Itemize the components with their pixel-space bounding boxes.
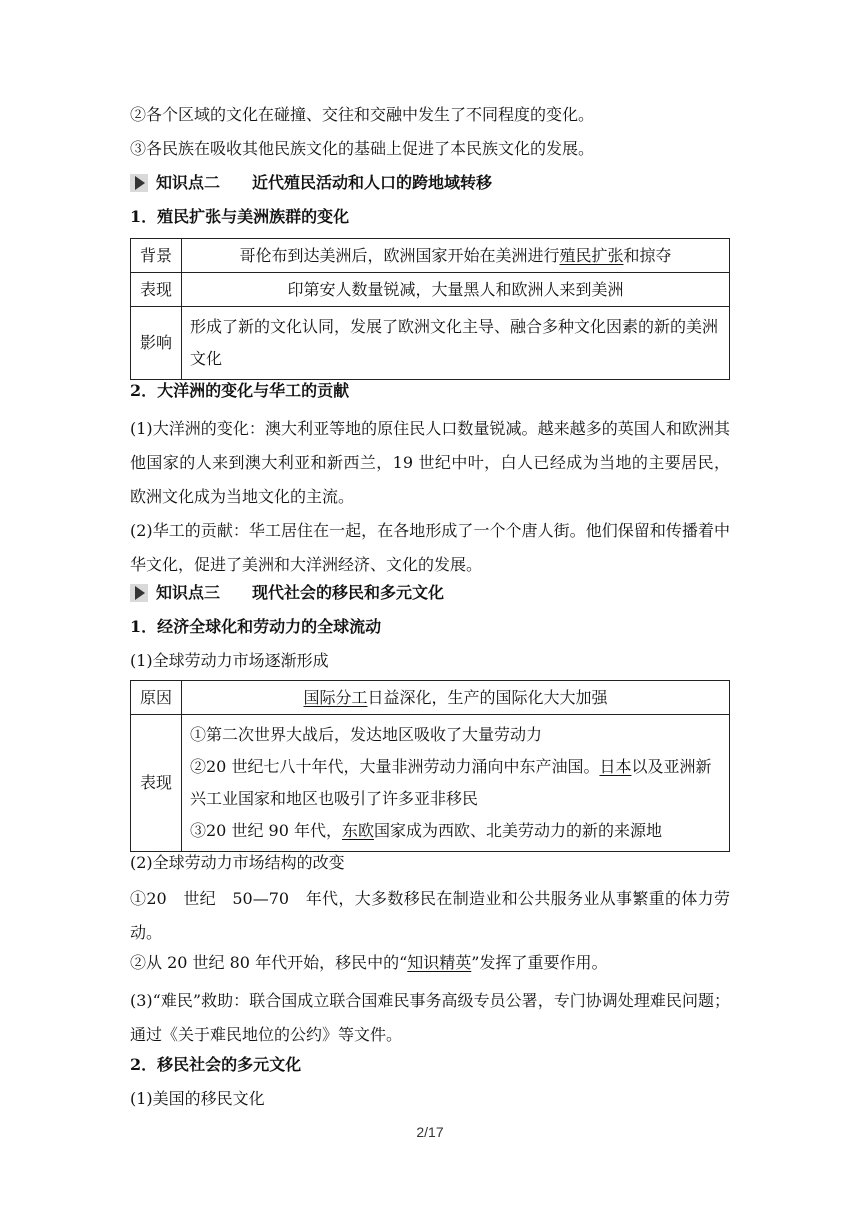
section-label: 知识点三 (156, 583, 221, 602)
section-heading (130, 172, 730, 194)
section-title: 现代社会的移民和多元文化 (252, 583, 445, 602)
table-cell-line: ①第二次世界大战后，发达地区吸收了大量劳动力 (190, 725, 543, 744)
play-triangle-icon (130, 174, 148, 192)
table-cell: 印第安人数量锐减，大量黑人和欧洲人来到美洲 (182, 273, 730, 307)
paragraph-line: (1)全球劳动力市场逐渐形成 (130, 651, 329, 670)
subheading: 1．殖民扩张与美洲族群的变化 (130, 207, 350, 226)
paragraph: (2)华工的贡献：华工居住在一起，在各地形成了一个个唐人街。他们保留和传播着中华文化，促进了美洲和大洋洲经济、文化的发展。 (130, 521, 730, 574)
table-cell: 形成了新的文化认同，发展了欧洲文化主导、融合多种文化因素的新的美洲文化 (182, 307, 730, 380)
underlined-term: 知识精英 (407, 953, 472, 972)
paragraph-line: (2)全球劳动力市场结构的改变 (130, 853, 345, 872)
underlined-term: 东欧 (341, 821, 374, 840)
table-key: 背景 (131, 239, 182, 273)
underlined-term: 国际分工 (303, 687, 368, 707)
paragraph-line: ②从 20 世纪 80 年代开始，移民中的“知识精英”发挥了重要作用。 (130, 953, 608, 972)
paragraph: (3)“难民”救助：联合国成立联合国难民事务高级专员公署，专门协调处理难民问题；通过《关于难民地位的公约》等文件。 (130, 991, 730, 1044)
subheading: 2．移民社会的多元文化 (130, 1055, 302, 1074)
table-cell: 国际分工日益深化，生产的国际化大大加强 (182, 681, 730, 715)
table-cell: 哥伦布到达美洲后，欧洲国家开始在美洲进行殖民扩张和掠夺 (182, 239, 730, 273)
paragraph-line: ③各民族在吸收其他民族文化的基础上促进了本民族文化的发展。 (130, 139, 595, 158)
table-cell-line: ③20 世纪 90 年代，东欧国家成为西欧、北美劳动力的新的来源地 (190, 821, 663, 840)
table-key: 表现 (131, 273, 182, 307)
play-triangle-icon (130, 584, 148, 602)
paragraph-line: ②各个区域的文化在碰撞、交往和交融中发生了不同程度的变化。 (130, 105, 595, 124)
subheading: 2．大洋洲的变化与华工的贡献 (130, 381, 350, 400)
table-key: 原因 (131, 681, 182, 715)
section-title: 近代殖民活动和人口的跨地域转移 (252, 173, 493, 192)
table-key: 表现 (131, 715, 182, 852)
paragraph: (1)大洋洲的变化：澳大利亚等地的原住民人口数量锐减。越来越多的英国人和欧洲其他国家的人来到澳大利亚和新西兰，19 世纪中叶，白人已经成为当地的主要居民，欧洲文化成为当地文化的主流。 (130, 419, 730, 506)
table-cell (182, 715, 730, 852)
table-cell-line: ②20 世纪七八十年代，大量非洲劳动力涌向中东产油国。日本以及亚洲新兴工业国家和地区也吸引了许多亚非移民 (190, 757, 712, 808)
labor-table (130, 680, 730, 852)
underlined-term: 日本 (599, 757, 632, 776)
table-key: 影响 (131, 307, 182, 380)
section-label: 知识点二 (156, 173, 221, 192)
page-number: 2/17 (416, 1124, 444, 1140)
underlined-term: 殖民扩张 (559, 245, 624, 265)
subheading: 1．经济全球化和劳动力的全球流动 (130, 617, 382, 636)
paragraph-line: (1)美国的移民文化 (130, 1089, 265, 1108)
paragraph: ①20 世纪 50—70 年代，大多数移民在制造业和公共服务业从事繁重的体力劳动。 (130, 889, 730, 942)
section-heading (130, 582, 730, 604)
colonial-table (130, 238, 730, 380)
